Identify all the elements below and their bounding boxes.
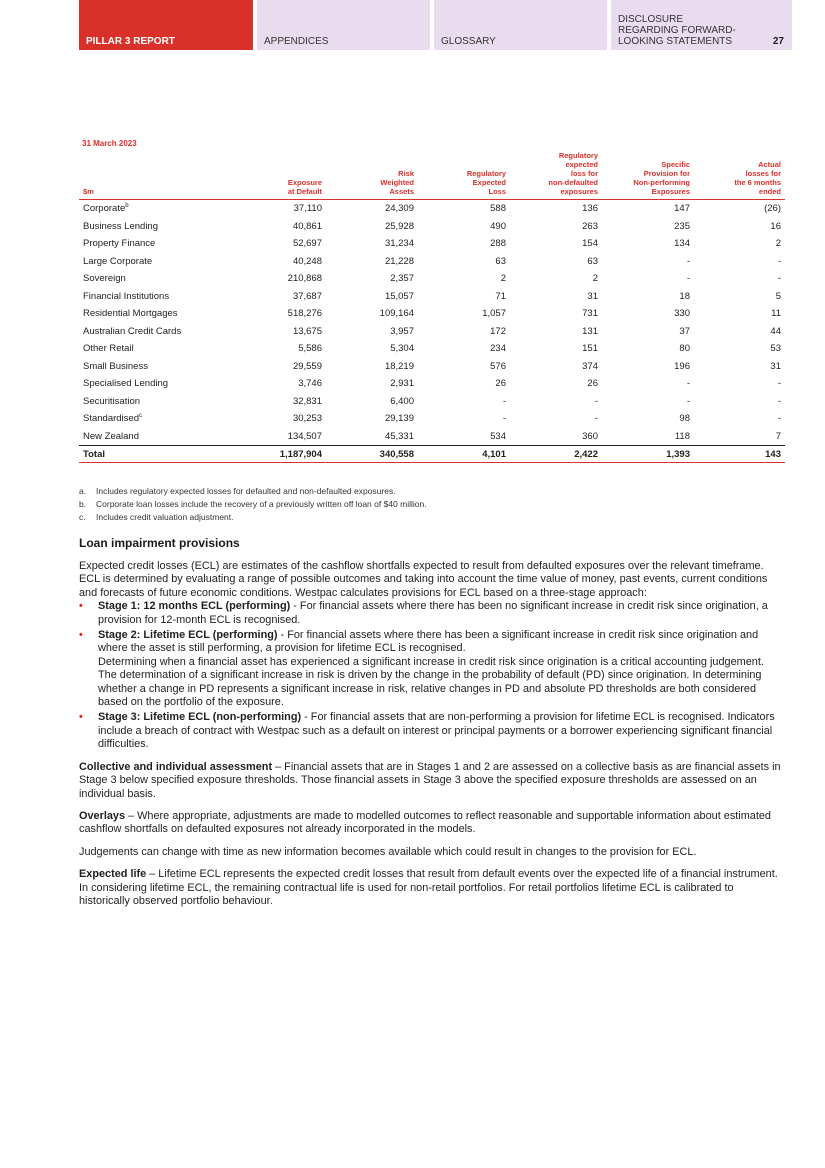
table-row — [79, 218, 785, 236]
table-cell: (26) — [764, 203, 781, 215]
column-header-line: Exposure — [287, 178, 322, 187]
table-cell: 80 — [679, 343, 690, 355]
stage-title: Stage 2: Lifetime ECL (performing) — [98, 629, 278, 642]
row-label — [79, 253, 209, 271]
column-header-line: Provision for — [643, 169, 690, 178]
paragraph-lead: Overlays — [79, 809, 126, 822]
table-cell: - — [686, 378, 690, 390]
table-cell: 3,746 — [298, 378, 322, 390]
table-cell: - — [686, 255, 690, 267]
table-body — [79, 200, 785, 463]
bullet-dot-icon: • — [79, 600, 83, 613]
table-cell: 44 — [770, 325, 781, 337]
table-row — [79, 410, 785, 428]
row-header-units: $m — [79, 151, 209, 200]
table-cell: 330 — [674, 308, 690, 320]
table-cell: 37,687 — [292, 290, 322, 302]
tab-glossary[interactable] — [434, 0, 607, 50]
column-header-line: at Default — [287, 187, 322, 196]
column-header-line: Regulatory — [558, 151, 598, 160]
footnote — [79, 485, 785, 498]
column-header-line: Specific — [661, 160, 690, 169]
table-cell: 5,304 — [390, 343, 414, 355]
intro-paragraph: Expected credit losses (ECL) are estimates of the cashflow shortfalls expected to result from defaulted exposures over the relevant timeframe. ECL is determined by evaluating a range of possible outcomes and taking into account the time value of money, past events, current conditions and forecasts of future economic conditions. Westpac calculates provisions for ECL based on a three-stage approach: — [79, 560, 768, 599]
table-cell: 134 — [674, 238, 690, 250]
table-cell: 18 — [679, 290, 690, 302]
total-cell: 340,558 — [326, 446, 418, 463]
stage-title: Stage 3: Lifetime ECL (non-performing) — [98, 711, 302, 724]
column-header-line: Expected — [472, 178, 506, 187]
row-label — [79, 288, 209, 306]
row-label-text: Standardised — [83, 413, 139, 425]
column-header-line: Weighted — [380, 178, 414, 187]
table-row — [79, 253, 785, 271]
page-number: 27 — [772, 36, 784, 47]
row-label — [79, 410, 209, 428]
row-label — [79, 340, 209, 358]
table-cell: 18,219 — [384, 360, 414, 372]
credit-risk-table — [79, 151, 785, 463]
table-cell: 2 — [592, 273, 598, 285]
table-cell: - — [594, 413, 598, 425]
footnotes — [79, 485, 785, 524]
table-cell: 588 — [490, 203, 506, 215]
paragraph-lead: Expected life — [79, 868, 147, 881]
table-cell: 1,057 — [482, 308, 506, 320]
table-row — [79, 340, 785, 358]
table-cell: 25,928 — [384, 220, 414, 232]
table-cell: 21,228 — [384, 255, 414, 267]
table-cell: 26 — [587, 378, 598, 390]
tab-label: APPENDICES — [264, 36, 329, 47]
stage-bullet-list — [79, 600, 785, 751]
table-cell: 98 — [679, 413, 690, 425]
row-label-text: Other Retail — [83, 343, 134, 355]
table-cell: 29,559 — [292, 360, 322, 372]
paragraph-text: – Where appropriate, adjustments are made to modelled outcomes to reflect reasonable and supportable information about estimated cashflow shortfalls on defaulted exposures not already incorporated in the models. — [79, 809, 771, 836]
row-label-text: Sovereign — [83, 273, 126, 285]
stage-title: Stage 1: 12 months ECL (performing) — [98, 600, 291, 613]
total-cell: 1,393 — [602, 446, 694, 463]
column-header-line: Loss — [488, 187, 506, 196]
table-cell: 490 — [490, 220, 506, 232]
table-cell: 2,931 — [390, 378, 414, 390]
table-row — [79, 428, 785, 446]
table-cell: 30,253 — [292, 413, 322, 425]
table-cell: 32,831 — [292, 395, 322, 407]
body-paragraph — [79, 810, 785, 837]
table-cell: 40,248 — [292, 255, 322, 267]
table-cell: 5 — [775, 290, 781, 302]
row-label-text: Australian Credit Cards — [83, 325, 182, 337]
tab-disclosure[interactable] — [611, 0, 792, 50]
table-cell: - — [777, 395, 781, 407]
table-cell: 518,276 — [287, 308, 322, 320]
row-label-text: New Zealand — [83, 430, 139, 442]
table-cell: - — [502, 413, 506, 425]
row-label — [79, 393, 209, 411]
table-cell: 235 — [674, 220, 690, 232]
table-cell: 288 — [490, 238, 506, 250]
stage-text: - For financial assets that are non-performing a provision for lifetime ECL is recognised. Indicators include a breach of contract with Westpac such as a default on interest or principal payments or a borrower experiencing significant financial difficulties. — [98, 711, 775, 751]
table-row — [79, 305, 785, 323]
table-header-row — [79, 151, 785, 200]
table-row — [79, 375, 785, 393]
tab-pillar-3-report[interactable] — [79, 0, 253, 50]
footnote-marker: c — [138, 413, 142, 420]
footnote — [79, 511, 785, 524]
column-header-line: Assets — [389, 187, 414, 196]
footnote-letter: a. — [79, 486, 87, 496]
stage-extra-text: Determining when a financial asset has experienced a significant increase in credit risk since origination is a critical accounting judgement. The determination of a significant increase in risk is driven by the change in the probability of default (PD) since origination. In determining whether a change in PD represents a significant increase in risk, relative changes in PD and absolute PD thresholds are both considered based on the portfolio of the exposure. — [98, 655, 764, 709]
total-cell: 2,422 — [510, 446, 602, 463]
column-header — [602, 151, 694, 200]
table-cell: 576 — [490, 360, 506, 372]
tab-label: DISCLOSURE REGARDING FORWARD- LOOKING STATEMENTS — [618, 14, 736, 47]
row-label-text: Business Lending — [83, 220, 158, 232]
footnote-text: Includes regulatory expected losses for defaulted and non-defaulted exposures. — [96, 486, 396, 496]
table-cell: 154 — [582, 238, 598, 250]
table-cell: 196 — [674, 360, 690, 372]
table-cell: 37 — [679, 325, 690, 337]
section-body — [79, 560, 785, 917]
column-header — [209, 151, 326, 200]
row-label — [79, 200, 209, 218]
row-label-text: Specialised Lending — [83, 378, 169, 390]
row-label — [79, 218, 209, 236]
row-label-text: Property Finance — [83, 238, 156, 250]
table-cell: 53 — [770, 343, 781, 355]
tab-appendices[interactable] — [257, 0, 430, 50]
table-cell: 2 — [775, 238, 781, 250]
row-label — [79, 375, 209, 393]
table-cell: - — [594, 395, 598, 407]
column-header-line: ended — [758, 187, 781, 196]
total-label: Total — [79, 446, 209, 463]
table-cell: - — [502, 395, 506, 407]
table-cell: 2,357 — [390, 273, 414, 285]
table-cell: - — [777, 413, 781, 425]
row-label — [79, 235, 209, 253]
table-cell: 31 — [587, 290, 598, 302]
table-cell: 6,400 — [390, 395, 414, 407]
bullet-dot-icon: • — [79, 629, 83, 642]
section-title: Loan impairment provisions — [79, 536, 240, 550]
table-cell: 2 — [500, 273, 506, 285]
row-label — [79, 270, 209, 288]
footnote-letter: c. — [79, 512, 86, 522]
column-header — [694, 151, 785, 200]
row-label — [79, 428, 209, 446]
column-header-line: exposures — [560, 187, 598, 196]
table-cell: 63 — [495, 255, 506, 267]
column-header-line: losses for — [745, 169, 781, 178]
table-cell: 234 — [490, 343, 506, 355]
table-cell: 151 — [582, 343, 598, 355]
total-cell: 143 — [694, 446, 785, 463]
table-cell: 45,331 — [384, 430, 414, 442]
row-label-text: Large Corporate — [83, 255, 153, 267]
table-cell: 7 — [775, 430, 781, 442]
table-cell: 5,586 — [298, 343, 322, 355]
footnote-text: Corporate loan losses include the recovery of a previously written off loan of $40 million. — [96, 499, 427, 509]
column-header — [326, 151, 418, 200]
table-cell: 13,675 — [292, 325, 322, 337]
column-header-line: loss for — [570, 169, 598, 178]
body-paragraph — [79, 846, 785, 859]
table-cell: 63 — [587, 255, 598, 267]
tab-label: GLOSSARY — [441, 36, 496, 47]
table-cell: 374 — [582, 360, 598, 372]
column-header-line: the 6 months — [734, 178, 781, 187]
table-cell: 71 — [495, 290, 506, 302]
table-cell: 136 — [582, 203, 598, 215]
column-header-line: Actual — [758, 160, 781, 169]
row-label-text: Residential Mortgages — [83, 308, 178, 320]
footnote-letter: b. — [79, 499, 87, 509]
paragraph-text: Judgements can change with time as new information becomes available which could result in changes to the provision for ECL. — [79, 845, 697, 858]
table-cell: 31 — [770, 360, 781, 372]
stage-bullet — [79, 600, 785, 627]
table-row — [79, 358, 785, 376]
total-cell: 1,187,904 — [209, 446, 326, 463]
table-cell: 16 — [770, 220, 781, 232]
footnote — [79, 498, 785, 511]
table-row — [79, 323, 785, 341]
table-row — [79, 393, 785, 411]
total-cell: 4,101 — [418, 446, 510, 463]
table-cell: 24,309 — [384, 203, 414, 215]
table-row — [79, 235, 785, 253]
table-cell: 360 — [582, 430, 598, 442]
stage-text: - For financial assets where there has been no significant increase in credit risk since origination, a provision for 12-month ECL is recognised. — [98, 600, 768, 626]
table-cell: 109,164 — [379, 308, 414, 320]
table-cell: 118 — [674, 430, 690, 442]
table-cell: 534 — [490, 430, 506, 442]
tab-label: PILLAR 3 REPORT — [86, 36, 175, 47]
table-cell: 131 — [582, 325, 598, 337]
table-cell: 40,861 — [292, 220, 322, 232]
table-cell: 52,697 — [292, 238, 322, 250]
table-cell: 731 — [582, 308, 598, 320]
column-header — [418, 151, 510, 200]
table-cell: 3,957 — [390, 325, 414, 337]
row-label — [79, 323, 209, 341]
table-cell: - — [686, 395, 690, 407]
paragraph-text: – Lifetime ECL represents the expected credit losses that result from default events over the expected life of a financial instrument. In considering lifetime ECL, the remaining contractual life is used for non-retail portfolios. For retail portfolios lifetime ECL is calibrated to historically observed portfolio behaviour. — [79, 868, 778, 907]
body-paragraph — [79, 761, 785, 801]
body-paragraph — [79, 868, 785, 908]
row-label-text: Small Business — [83, 360, 148, 372]
column-header-line: non-defaulted — [548, 178, 598, 187]
table-date-label: 31 March 2023 — [82, 139, 137, 148]
column-header-line: Risk — [398, 169, 414, 178]
stage-bullet — [79, 711, 785, 751]
table-cell: 31,234 — [384, 238, 414, 250]
table-cell: 15,057 — [384, 290, 414, 302]
footnote-text: Includes credit valuation adjustment. — [96, 512, 234, 522]
stage-text: - For financial assets where there has been a significant increase in credit risk since origination and where the asset is still performing, a provision for lifetime ECL is recognised. — [98, 629, 759, 655]
table-cell: - — [777, 273, 781, 285]
paragraph-lead: Collective and individual assessment — [79, 760, 273, 773]
column-header-line: expected — [565, 160, 598, 169]
column-header-line: Regulatory — [466, 169, 506, 178]
stage-bullet — [79, 629, 785, 709]
row-label-text: Corporate — [83, 203, 126, 215]
table-row — [79, 270, 785, 288]
paragraph-group — [79, 761, 785, 909]
column-header — [510, 151, 602, 200]
table-cell: 134,507 — [287, 430, 322, 442]
top-navigation — [79, 0, 792, 50]
row-label-text: Securitisation — [83, 395, 141, 407]
table-cell: - — [777, 255, 781, 267]
table-row — [79, 200, 785, 218]
table-cell: 147 — [674, 203, 690, 215]
table-cell: - — [686, 273, 690, 285]
table-cell: 26 — [495, 378, 506, 390]
table-cell: 37,110 — [293, 203, 322, 215]
row-label-text: Financial Institutions — [83, 290, 170, 302]
row-label — [79, 305, 209, 323]
table-cell: 210,868 — [287, 273, 322, 285]
column-header-line: Non-performing — [633, 178, 690, 187]
table-cell: 172 — [490, 325, 506, 337]
table-cell: - — [777, 378, 781, 390]
paragraph-text: – Financial assets that are in Stages 1 and 2 are assessed on a collective basis as are financial assets in Stage 3 below specified exposure thresholds. Those financial assets in Stage 3 above the specified exposure thresholds are assessed on an individual basis. — [79, 760, 781, 800]
footnote-marker: b — [125, 203, 129, 210]
table-cell: 263 — [582, 220, 598, 232]
table-cell: 11 — [771, 308, 781, 320]
table-row — [79, 288, 785, 306]
bullet-dot-icon: • — [79, 711, 83, 724]
column-header-line: Exposures — [651, 187, 690, 196]
row-label — [79, 358, 209, 376]
table-cell: 29,139 — [384, 413, 414, 425]
table-total-row — [79, 446, 785, 463]
